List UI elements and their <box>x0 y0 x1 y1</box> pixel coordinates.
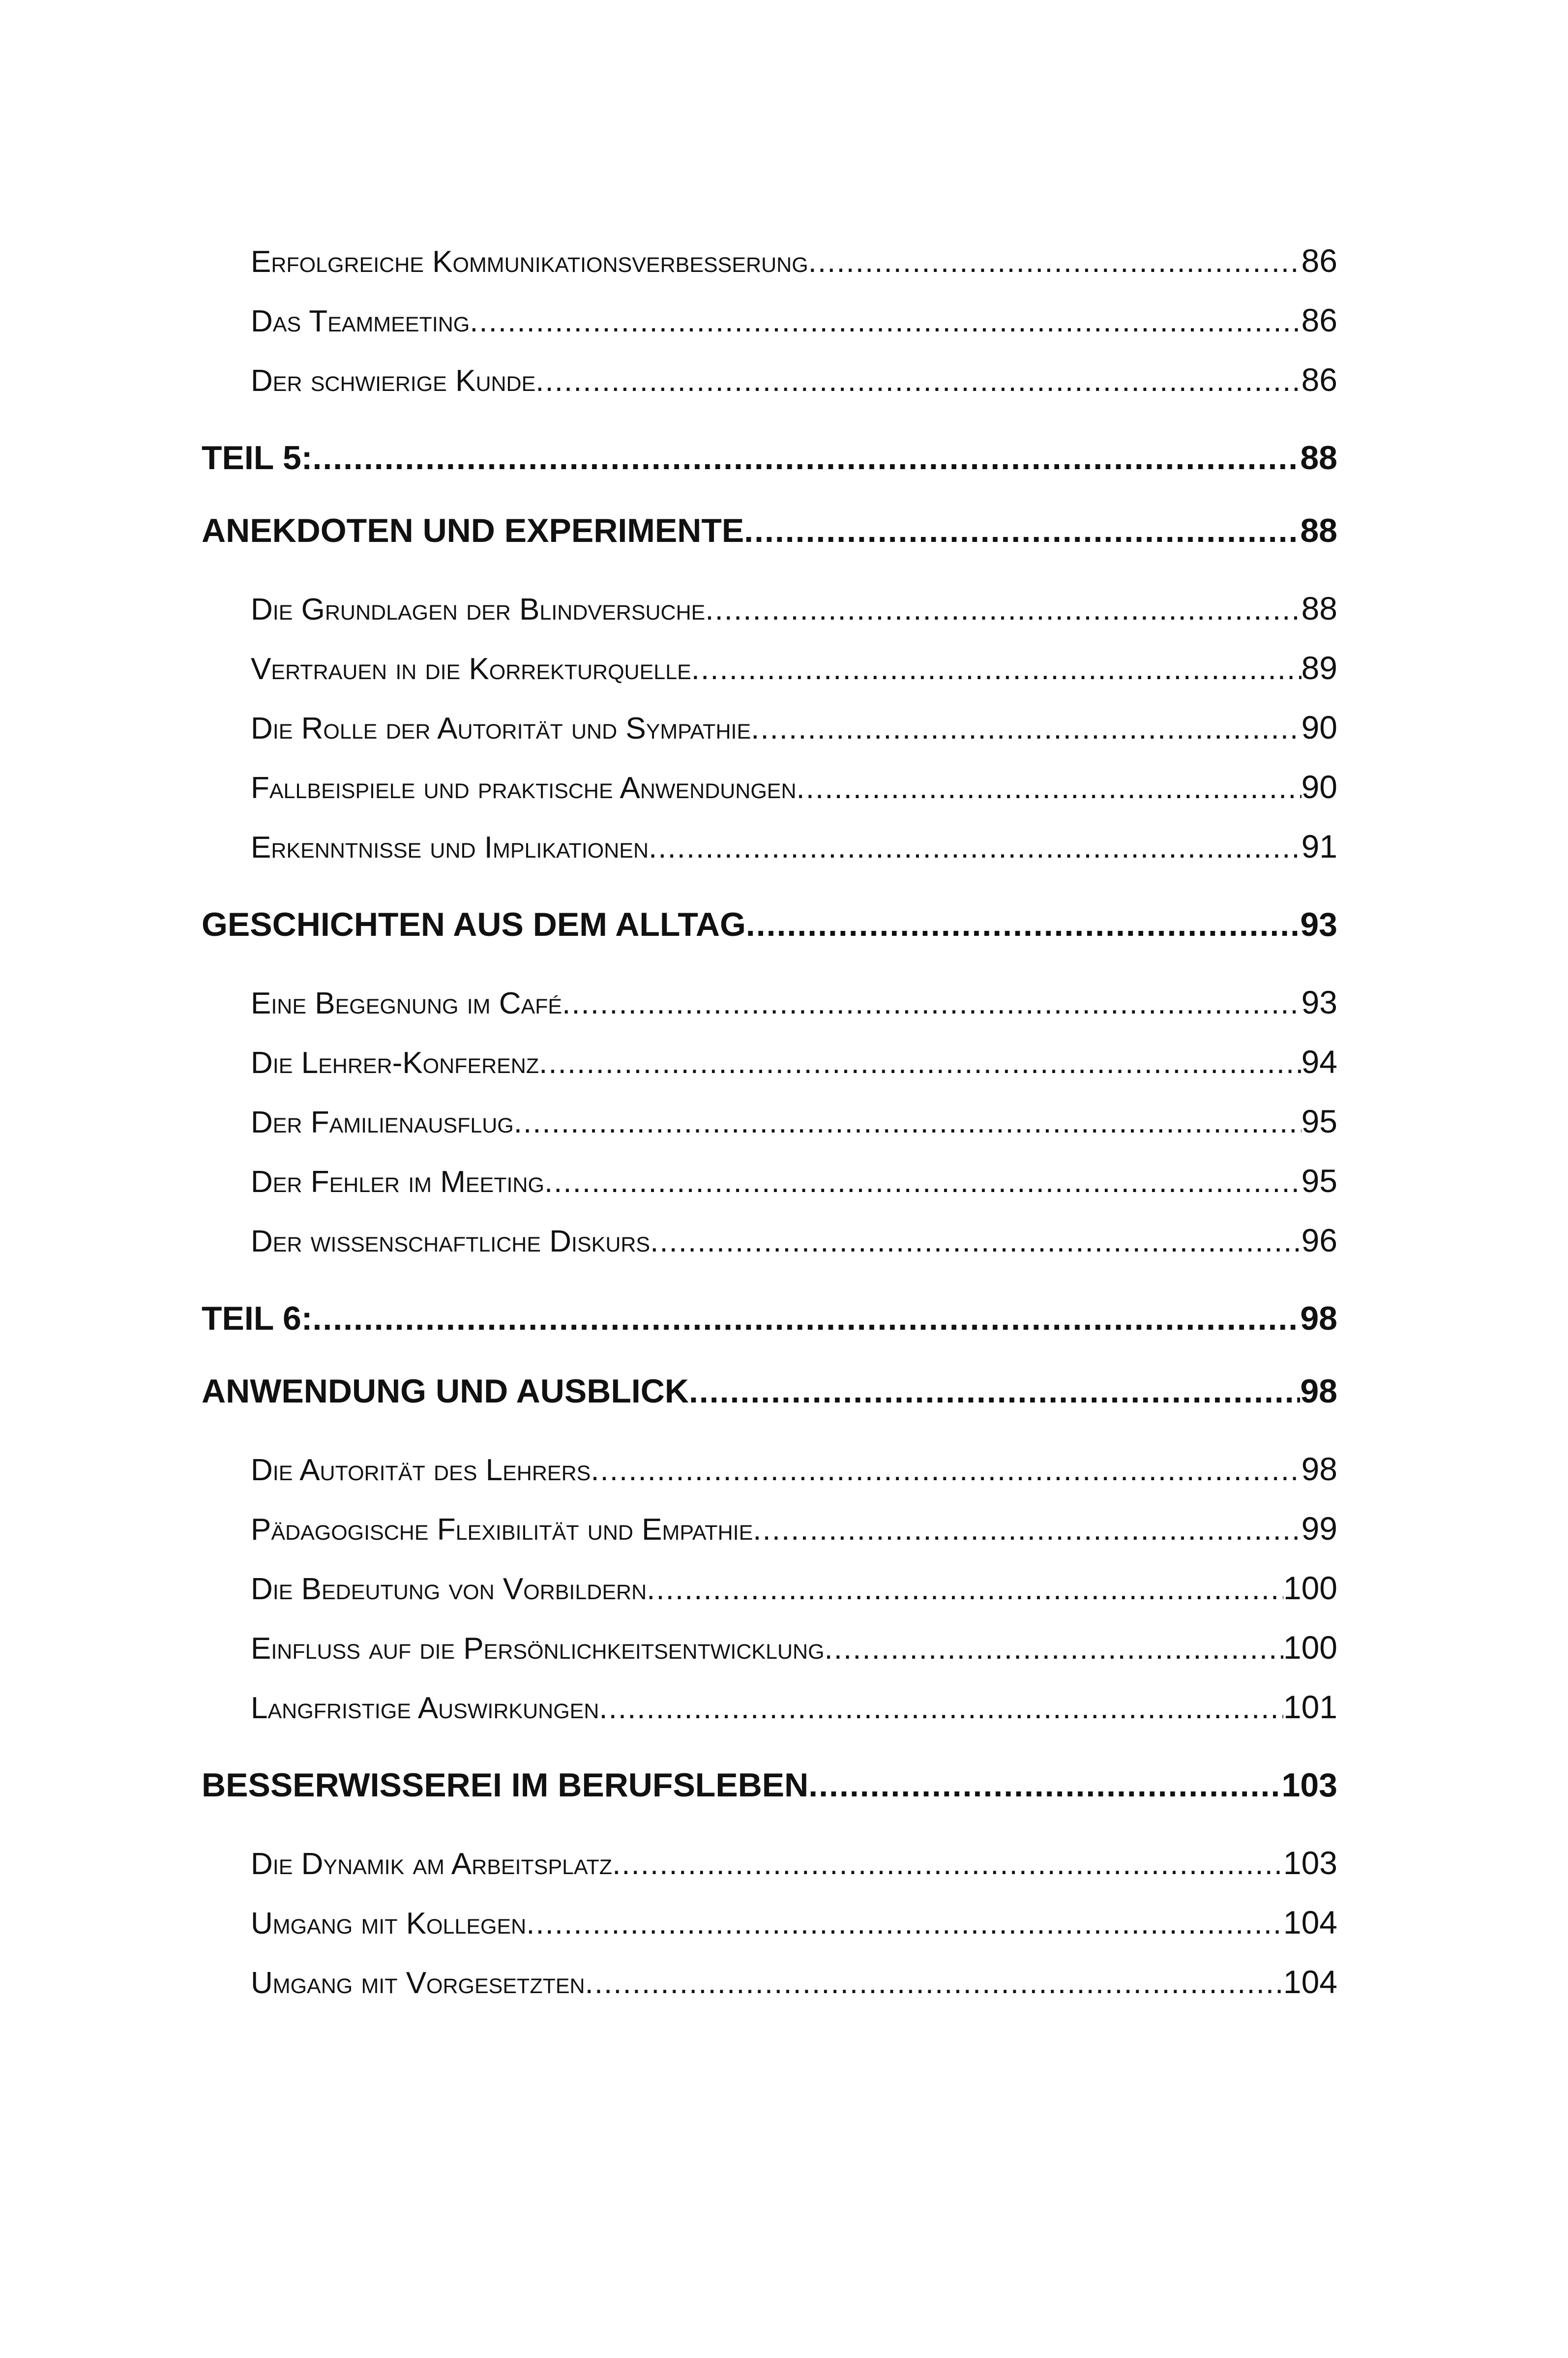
dot-leader <box>470 292 1301 350</box>
toc-heading-title: BESSERWISSEREI IM BERUFSLEBEN <box>202 1766 809 1804</box>
toc-entry[interactable] <box>202 1952 1337 2012</box>
toc-entry-page: 93 <box>1301 984 1337 1020</box>
dot-leader <box>825 1619 1283 1677</box>
toc-entry-page: 86 <box>1301 302 1337 338</box>
toc-entry[interactable] <box>202 638 1337 698</box>
dot-leader <box>649 818 1302 876</box>
toc-heading-page: 98 <box>1300 1373 1337 1410</box>
toc-entry-page: 95 <box>1301 1163 1337 1199</box>
dot-leader <box>612 1834 1283 1893</box>
toc-heading-page: 93 <box>1300 906 1337 943</box>
toc-entry-title: Vertrauen in die Korrekturquelle <box>251 652 691 686</box>
toc-entry-page: 90 <box>1301 709 1337 746</box>
dot-leader <box>808 232 1302 291</box>
toc-heading-page: 88 <box>1300 512 1337 549</box>
toc-entry-title: Die Dynamik am Arbeitsplatz <box>251 1847 613 1881</box>
toc-entry-title: Umgang mit Kollegen <box>251 1907 527 1940</box>
toc-entry-title: Erfolgreiche Kommunikationsverbesserung <box>251 245 808 279</box>
dot-leader <box>526 1894 1283 1952</box>
toc-heading[interactable] <box>202 1761 1337 1810</box>
toc-heading-page: 103 <box>1281 1766 1337 1804</box>
toc-heading-title: ANEKDOTEN UND EXPERIMENTE <box>202 512 744 549</box>
toc-heading[interactable] <box>202 1367 1337 1416</box>
toc-entry-title: Fallbeispiele und praktische Anwendungen <box>251 771 797 805</box>
dot-leader <box>808 1761 1281 1810</box>
dot-leader <box>312 433 1300 482</box>
dot-leader <box>591 1440 1301 1499</box>
dot-leader <box>562 974 1301 1032</box>
toc-entry-page: 101 <box>1283 1689 1337 1725</box>
toc-entry[interactable] <box>202 1677 1337 1737</box>
toc-entry-page: 96 <box>1301 1222 1337 1258</box>
toc-entry-title: Eine Begegnung im Café <box>251 986 562 1020</box>
toc-entry-title: Umgang mit Vorgesetzten <box>251 1966 585 2000</box>
toc-entry-page: 86 <box>1301 361 1337 398</box>
toc-entry-title: Die Bedeutung von Vorbildern <box>251 1572 647 1606</box>
toc-entry-page: 91 <box>1301 828 1337 865</box>
toc-entry-title: Langfristige Auswirkungen <box>251 1691 599 1725</box>
toc-entry[interactable] <box>202 579 1337 638</box>
toc-heading[interactable] <box>202 506 1337 555</box>
toc-entry-title: Das Teammeeting <box>251 304 470 338</box>
toc-entry-title: Die Autorität des Lehrers <box>251 1453 591 1487</box>
toc-heading-title: TEIL 6: <box>202 1300 313 1337</box>
toc-entry-title: Der Fehler im Meeting <box>251 1165 544 1199</box>
toc-entry-page: 86 <box>1301 242 1337 279</box>
dot-leader <box>705 580 1301 638</box>
toc-entry-title: Pädagogische Flexibilität und Empathie <box>251 1513 753 1547</box>
toc-entry-title: Der schwierige Kunde <box>251 364 536 398</box>
toc-heading-title: GESCHICHTEN AUS DEM ALLTAG <box>202 906 746 943</box>
toc-entry[interactable] <box>202 1092 1337 1151</box>
toc-entry-page: 95 <box>1301 1103 1337 1139</box>
table-of-contents <box>202 231 1337 2012</box>
toc-entry-page: 99 <box>1301 1510 1337 1547</box>
dot-leader <box>753 1500 1301 1558</box>
toc-entry-page: 90 <box>1301 769 1337 805</box>
toc-entry-page: 100 <box>1283 1570 1337 1606</box>
toc-heading[interactable] <box>202 900 1337 949</box>
toc-heading-title: ANWENDUNG UND AUSBLICK <box>202 1373 689 1410</box>
toc-entry-title: Die Lehrer-Konferenz <box>251 1046 539 1080</box>
dot-leader <box>514 1093 1302 1151</box>
dot-leader <box>746 900 1301 949</box>
dot-leader <box>312 1294 1300 1343</box>
toc-entry-page: 100 <box>1283 1629 1337 1666</box>
toc-entry[interactable] <box>202 1439 1337 1499</box>
toc-entry-title: Der Familienausflug <box>251 1105 514 1139</box>
toc-entry-title: Einfluss auf die Persönlichkeitsentwicklung <box>251 1632 825 1666</box>
toc-entry[interactable] <box>202 231 1337 291</box>
dot-leader <box>744 506 1300 555</box>
toc-entry[interactable] <box>202 698 1337 757</box>
toc-entry[interactable] <box>202 350 1337 410</box>
toc-entry-page: 89 <box>1301 650 1337 686</box>
toc-entry[interactable] <box>202 1151 1337 1211</box>
dot-leader <box>751 699 1301 757</box>
toc-entry-page: 103 <box>1283 1845 1337 1881</box>
toc-entry-page: 98 <box>1301 1451 1337 1487</box>
toc-entry-page: 104 <box>1283 1964 1337 2000</box>
toc-entry-page: 88 <box>1301 590 1337 627</box>
toc-entry[interactable] <box>202 1833 1337 1893</box>
dot-leader <box>647 1559 1283 1618</box>
toc-heading-title: TEIL 5: <box>202 439 313 477</box>
toc-entry-title: Der wissenschaftliche Diskurs <box>251 1224 651 1258</box>
dot-leader <box>797 758 1302 817</box>
toc-entry[interactable] <box>202 973 1337 1032</box>
toc-entry[interactable] <box>202 757 1337 817</box>
toc-heading-page: 88 <box>1300 439 1337 477</box>
toc-heading[interactable] <box>202 433 1337 482</box>
toc-entry-page: 104 <box>1283 1904 1337 1940</box>
toc-entry[interactable] <box>202 1618 1337 1677</box>
toc-entry[interactable] <box>202 1211 1337 1270</box>
dot-leader <box>650 1212 1301 1270</box>
toc-entry-page: 94 <box>1301 1044 1337 1080</box>
toc-entry[interactable] <box>202 291 1337 350</box>
toc-heading[interactable] <box>202 1294 1337 1343</box>
toc-entry-title: Die Rolle der Autorität und Sympathie <box>251 712 751 746</box>
toc-entry[interactable] <box>202 1893 1337 1952</box>
toc-heading-page: 98 <box>1300 1300 1337 1337</box>
toc-entry-title: Die Grundlagen der Blindversuche <box>251 593 706 627</box>
toc-entry[interactable] <box>202 1499 1337 1558</box>
toc-entry[interactable] <box>202 817 1337 876</box>
dot-leader <box>535 351 1301 410</box>
dot-leader <box>599 1678 1283 1737</box>
dot-leader <box>691 639 1302 698</box>
dot-leader <box>689 1367 1300 1416</box>
dot-leader <box>544 1152 1302 1211</box>
toc-entry[interactable] <box>202 1032 1337 1092</box>
dot-leader <box>585 1953 1283 2012</box>
toc-entry[interactable] <box>202 1558 1337 1618</box>
toc-entry-title: Erkenntnisse und Implikationen <box>251 831 649 865</box>
dot-leader <box>539 1033 1301 1092</box>
